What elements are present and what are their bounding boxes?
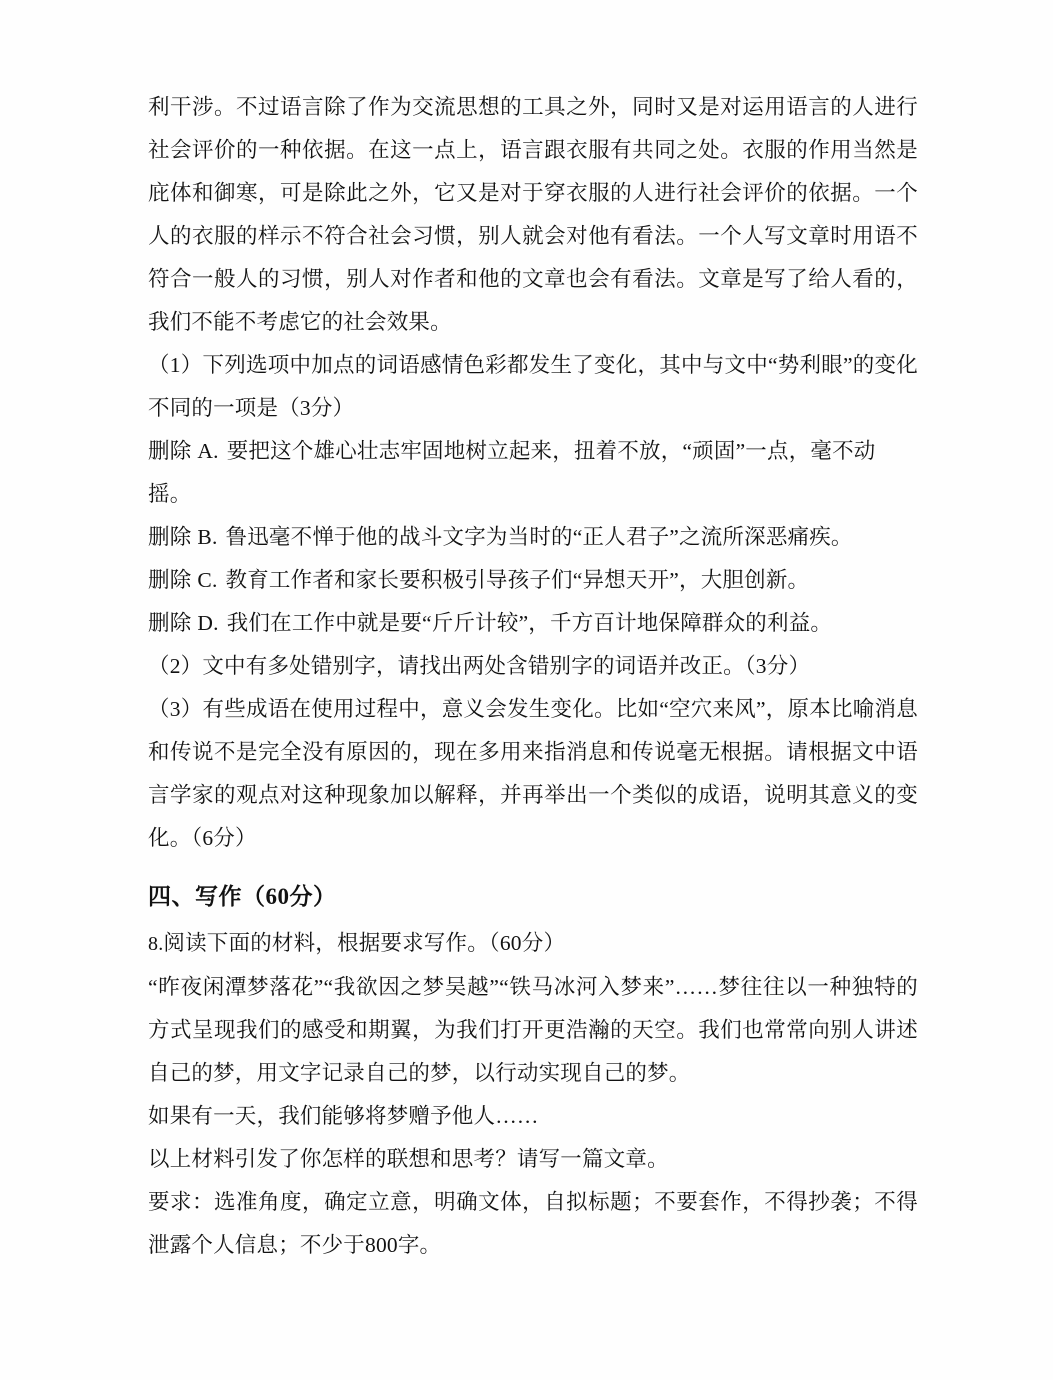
page-content xyxy=(148,86,918,1267)
option-b-text: 鲁迅毫不惮于他的战斗文字为当时的“正人君子”之流所深恶痛疾。 xyxy=(225,525,853,549)
option-d-letter: D. xyxy=(197,611,219,635)
body-paragraph-1: 利干涉。不过语言除了作为交流思想的工具之外，同时又是对运用语言的人进行社会评价的一种依据。在这一点上，语言跟衣服有共同之处。衣服的作用当然是庇体和御寒，可是除此之外，它又是对于穿衣服的人进行社会评价的依据。一个人的衣服的样示不符合社会习惯，别人就会对他有看法。一个人写文章时用语不符合一般人的习惯，别人对作者和他的文章也会有看法。文章是写了给人看的，我们不能不考虑它的社会效果。 xyxy=(148,95,918,334)
material-requirements: 要求：选准角度，确定立意，明确文体，自拟标题；不要套作，不得抄袭；不得泄露个人信息；不少于800字。 xyxy=(148,1190,918,1257)
option-c-letter: C. xyxy=(197,568,218,592)
option-b xyxy=(148,516,918,559)
material-paragraph-1: “昨夜闲潭梦落花”“我欲因之梦吴越”“铁马冰河入梦来”……梦往往以一种独特的方式呈现我们的感受和期翼，为我们打开更浩瀚的天空。我们也常常向别人讲述自己的梦，用文字记录自己的梦，以行动实现自己的梦。 xyxy=(148,975,918,1085)
question-8 xyxy=(148,922,918,966)
question-8-number: 8. xyxy=(148,933,164,955)
option-c-text: 教育工作者和家长要积极引导孩子们“异想天开”，大胆创新。 xyxy=(225,568,810,592)
option-a xyxy=(148,430,918,516)
section-title-writing: 四、写作（60分） xyxy=(148,884,337,909)
option-b-letter: B. xyxy=(197,525,218,549)
option-d-text: 我们在工作中就是要“斤斤计较”，千方百计地保障群众的利益。 xyxy=(226,611,833,635)
material-paragraph-3: 以上材料引发了你怎样的联想和思考？请写一篇文章。 xyxy=(148,1147,669,1171)
question-3: （3）有些成语在使用过程中，意义会发生变化。比如“空穴来风”，原本比喻消息和传说不是完全没有原因的，现在多用来指消息和传说毫无根据。请根据文中语言学家的观点对这种现象加以解释，并再举出一个类似的成语，说明其意义的变化。（6分） xyxy=(148,697,918,850)
option-a-letter: A. xyxy=(197,439,219,463)
option-a-text: 要把这个雄心壮志牢固地树立起来，扭着不放，“顽固”一点，毫不动摇。 xyxy=(148,439,876,506)
option-c-delete-label: 删除 xyxy=(148,568,192,592)
option-a-delete-label: 删除 xyxy=(148,439,192,463)
question-8-lead: 阅读下面的材料，根据要求写作。（60分） xyxy=(163,931,566,955)
question-2: （2）文中有多处错别字，请找出两处含错别字的词语并改正。（3分） xyxy=(148,654,811,678)
question-1: （1）下列选项中加点的词语感情色彩都发生了变化，其中与文中“势利眼”的变化不同的一项是（3分） xyxy=(148,353,918,420)
option-c xyxy=(148,559,918,602)
material-paragraph-2: 如果有一天，我们能够将梦赠予他人…… xyxy=(148,1104,539,1128)
option-d-delete-label: 删除 xyxy=(148,611,192,635)
option-b-delete-label: 删除 xyxy=(148,525,192,549)
option-d xyxy=(148,602,918,645)
